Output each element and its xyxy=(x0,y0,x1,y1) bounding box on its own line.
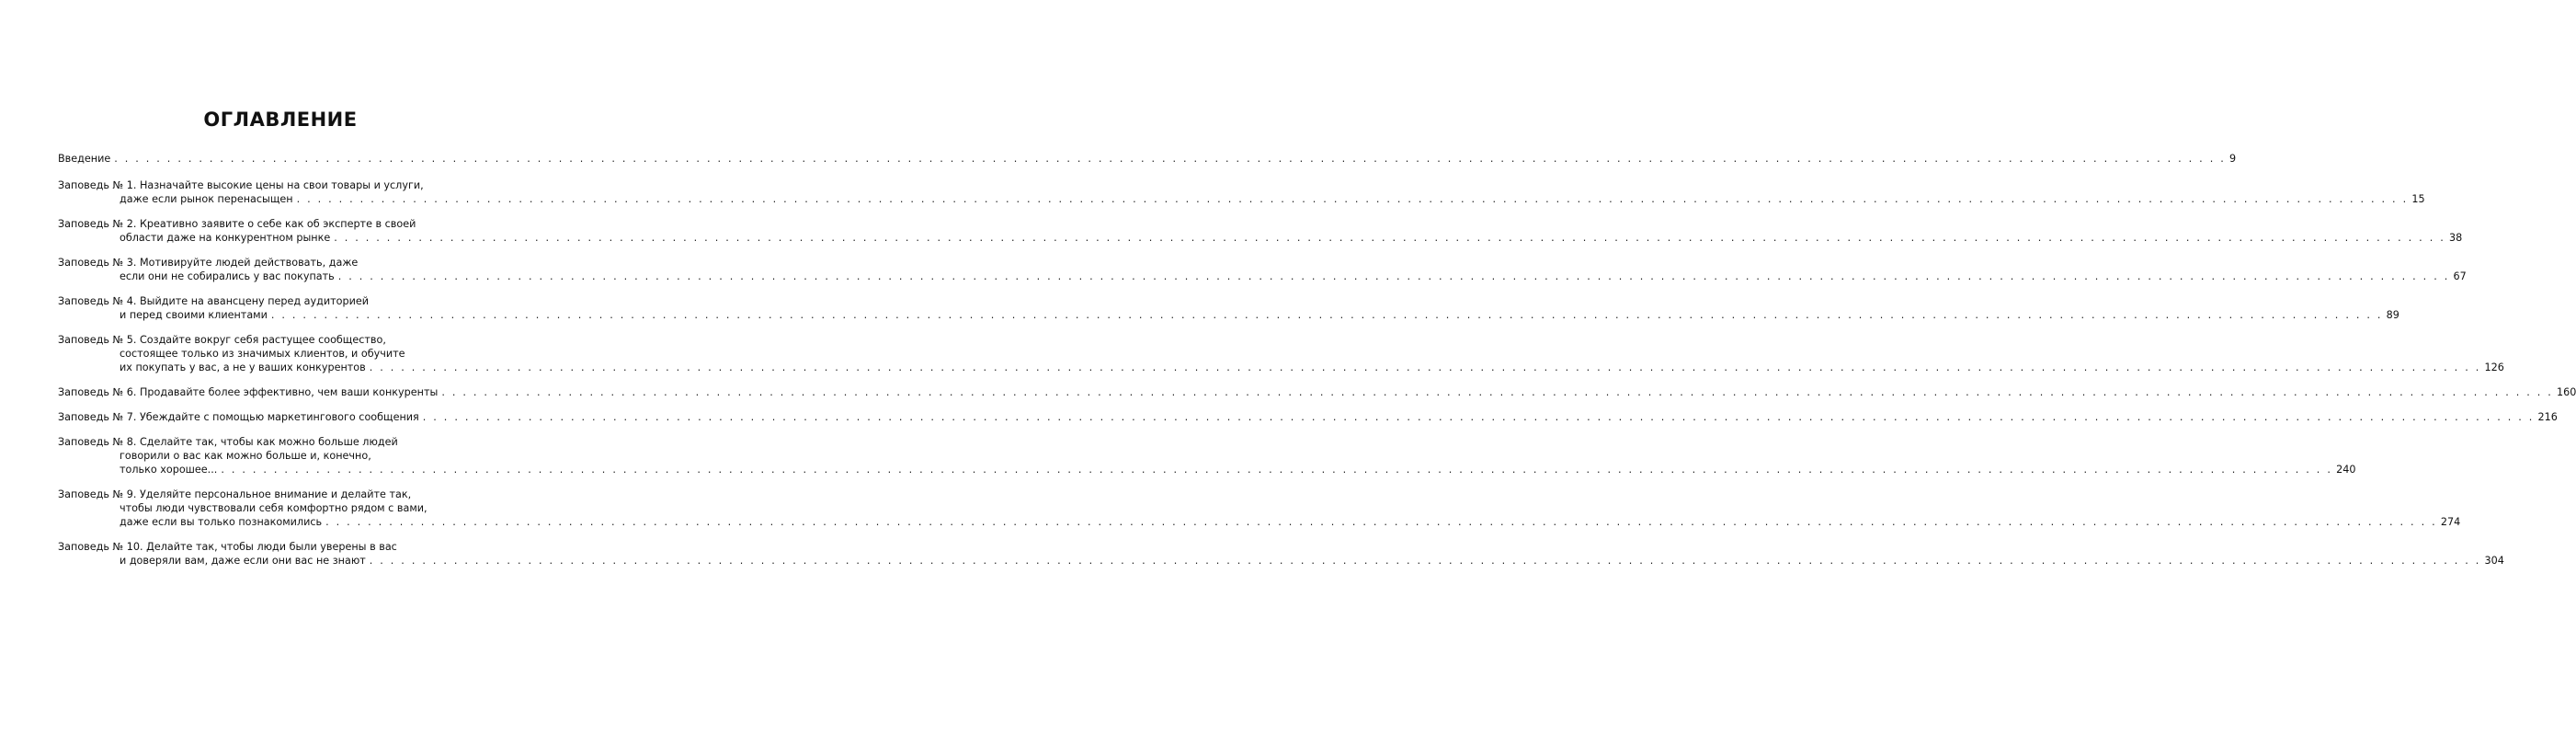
toc-entry-3 xyxy=(58,256,2467,283)
toc-entry-1 xyxy=(58,178,2425,206)
toc-page-number: 9 xyxy=(2228,153,2237,165)
toc-entry-intro xyxy=(58,152,2237,166)
toc-page-number: 304 xyxy=(2484,555,2504,567)
toc-entry-4 xyxy=(58,294,2399,322)
toc-entry-last-line xyxy=(58,515,2461,529)
toc-entry-last-line xyxy=(58,361,2504,374)
toc-entry-label: Введение xyxy=(58,153,111,165)
toc-page-number: 216 xyxy=(2537,411,2558,423)
toc-page-number: 38 xyxy=(2448,232,2463,244)
toc-entry-last-line xyxy=(58,554,2504,568)
toc-page-number: 89 xyxy=(2386,309,2399,321)
toc-entry-text: Заповедь № 2. Креативно заявите о себе как об эксперте в своей xyxy=(58,218,416,230)
toc-page-number: 160 xyxy=(2557,386,2576,398)
toc-page-number: 274 xyxy=(2440,516,2461,528)
toc-entry-last-line xyxy=(58,410,2558,424)
table-of-contents xyxy=(58,152,2576,579)
dot-leader: . . . . . . . . . . . . . . . . . . . . . . . . . . . . . . . . . . . . . . . . . . . . . . . . . . . . . . . . . . . . . . . . . . . . . . . . . . . . . . . . . . . . . . . . . . . . . . . . . . . . . . . . . . . . . . . . . . . . . . . . . . . . . . . . . . . . . . . . . . . . . . . . . . . . . . . . . . . . . . . . . . . . . . . . . . . . . . . . . . . . . . . . . . . . . . . . . . . . . . . . xyxy=(114,153,2226,165)
toc-page-number: 67 xyxy=(2453,270,2467,282)
toc-entry-10 xyxy=(58,540,2504,568)
toc-entry-text: Заповедь № 1. Назначайте высокие цены на свои товары и услуги, xyxy=(58,179,424,191)
toc-entry-text: Заповедь № 8. Сделайте так, чтобы как можно больше людей xyxy=(58,436,398,448)
dot-leader: . . . . . . . . . . . . . . . . . . . . . . . . . . . . . . . . . . . . . . . . . . . . . . . . . . . . . . . . . . . . . . . . . . . . . . . . . . . . . . . . . . . . . . . . . . . . . . . . . . . . . . . . . . . . . . . . . . . . . . . . . . . . . . . . . . . . . . . . . . . . . . . . . . . . . . . . . . . . . . . . . . . . . . . . . . . . . . . . . . . . . . . . . . . . . . . . . . . . . . . . xyxy=(221,464,2333,476)
toc-entry-text: говорили о вас как можно больше и, конечно, xyxy=(120,450,371,462)
toc-entry-last-line xyxy=(58,308,2399,322)
dot-leader: . . . . . . . . . . . . . . . . . . . . . . . . . . . . . . . . . . . . . . . . . . . . . . . . . . . . . . . . . . . . . . . . . . . . . . . . . . . . . . . . . . . . . . . . . . . . . . . . . . . . . . . . . . . . . . . . . . . . . . . . . . . . . . . . . . . . . . . . . . . . . . . . . . . . . . . . . . . . . . . . . . . . . . . . . . . . . . . . . . . . . . . . . . . . . . . . . . . . . . . . xyxy=(369,555,2481,567)
toc-entry-last-line xyxy=(58,231,2463,245)
toc-entry-text: состоящее только из значимых клиентов, и обучите xyxy=(120,348,405,360)
toc-entry-text: их покупать у вас, а не у ваших конкурентов xyxy=(120,362,366,373)
toc-entry-2 xyxy=(58,217,2463,245)
toc-entry-text: Заповедь № 3. Мотивируйте людей действовать, даже xyxy=(58,257,359,269)
page-title: ОГЛАВЛЕНИЕ xyxy=(203,109,358,131)
toc-entry-text: области даже на конкурентном рынке xyxy=(120,232,331,244)
dot-leader: . . . . . . . . . . . . . . . . . . . . . . . . . . . . . . . . . . . . . . . . . . . . . . . . . . . . . . . . . . . . . . . . . . . . . . . . . . . . . . . . . . . . . . . . . . . . . . . . . . . . . . . . . . . . . . . . . . . . . . . . . . . . . . . . . . . . . . . . . . . . . . . . . . . . . . . . . . . . . . . . . . . . . . . . . . . . . . . . . . . . . . . . . . . . . . . . . . . . . . . . xyxy=(334,232,2445,244)
toc-entry-5 xyxy=(58,333,2504,374)
toc-entry-last-line xyxy=(58,270,2467,283)
dot-leader: . . . . . . . . . . . . . . . . . . . . . . . . . . . . . . . . . . . . . . . . . . . . . . . . . . . . . . . . . . . . . . . . . . . . . . . . . . . . . . . . . . . . . . . . . . . . . . . . . . . . . . . . . . . . . . . . . . . . . . . . . . . . . . . . . . . . . . . . . . . . . . . . . . . . . . . . . . . . . . . . . . . . . . . . . . . . . . . . . . . . . . . . . . . . . . . . . . . . . . . . xyxy=(369,362,2481,373)
toc-entry-8 xyxy=(58,435,2356,476)
toc-entry-text: Заповедь № 6. Продавайте более эффективно, чем ваши конкуренты xyxy=(58,386,439,398)
toc-entry-text: даже если вы только познакомились xyxy=(120,516,323,528)
dot-leader: . . . . . . . . . . . . . . . . . . . . . . . . . . . . . . . . . . . . . . . . . . . . . . . . . . . . . . . . . . . . . . . . . . . . . . . . . . . . . . . . . . . . . . . . . . . . . . . . . . . . . . . . . . . . . . . . . . . . . . . . . . . . . . . . . . . . . . . . . . . . . . . . . . . . . . . . . . . . . . . . . . . . . . . . . . . . . . . . . . . . . . . . . . . . . . . . . . . . . . . . xyxy=(422,411,2535,423)
dot-leader: . . . . . . . . . . . . . . . . . . . . . . . . . . . . . . . . . . . . . . . . . . . . . . . . . . . . . . . . . . . . . . . . . . . . . . . . . . . . . . . . . . . . . . . . . . . . . . . . . . . . . . . . . . . . . . . . . . . . . . . . . . . . . . . . . . . . . . . . . . . . . . . . . . . . . . . . . . . . . . . . . . . . . . . . . . . . . . . . . . . . . . . . . . . . . . . . . . . . . . . . xyxy=(270,309,2383,321)
toc-entry-text: чтобы люди чувствовали себя комфортно рядом с вами, xyxy=(120,502,427,514)
toc-entry-7 xyxy=(58,410,2558,424)
dot-leader: . . . . . . . . . . . . . . . . . . . . . . . . . . . . . . . . . . . . . . . . . . . . . . . . . . . . . . . . . . . . . . . . . . . . . . . . . . . . . . . . . . . . . . . . . . . . . . . . . . . . . . . . . . . . . . . . . . . . . . . . . . . . . . . . . . . . . . . . . . . . . . . . . . . . . . . . . . . . . . . . . . . . . . . . . . . . . . . . . . . . . . . . . . . . . . . . . . . . . . . . xyxy=(296,193,2409,205)
toc-entry-last-line xyxy=(58,192,2425,206)
toc-entry-last-line xyxy=(58,463,2356,476)
toc-entry-text: и доверяли вам, даже если они вас не знают xyxy=(120,555,366,567)
toc-entry-text: даже если рынок перенасыщен xyxy=(120,193,293,205)
toc-entry-last-line xyxy=(58,385,2576,399)
dot-leader: . . . . . . . . . . . . . . . . . . . . . . . . . . . . . . . . . . . . . . . . . . . . . . . . . . . . . . . . . . . . . . . . . . . . . . . . . . . . . . . . . . . . . . . . . . . . . . . . . . . . . . . . . . . . . . . . . . . . . . . . . . . . . . . . . . . . . . . . . . . . . . . . . . . . . . . . . . . . . . . . . . . . . . . . . . . . . . . . . . . . . . . . . . . . . . . . . . . . . . . . xyxy=(337,270,2450,282)
toc-entry-9 xyxy=(58,488,2461,529)
toc-page-number: 15 xyxy=(2411,193,2425,205)
toc-entry-text: Заповедь № 7. Убеждайте с помощью маркетингового сообщения xyxy=(58,411,419,423)
toc-page-number: 240 xyxy=(2336,464,2356,476)
toc-entry-text: Заповедь № 5. Создайте вокруг себя растущее сообщество, xyxy=(58,334,386,346)
toc-page-number: 126 xyxy=(2484,362,2504,373)
toc-entry-6 xyxy=(58,385,2576,399)
dot-leader: . . . . . . . . . . . . . . . . . . . . . . . . . . . . . . . . . . . . . . . . . . . . . . . . . . . . . . . . . . . . . . . . . . . . . . . . . . . . . . . . . . . . . . . . . . . . . . . . . . . . . . . . . . . . . . . . . . . . . . . . . . . . . . . . . . . . . . . . . . . . . . . . . . . . . . . . . . . . . . . . . . . . . . . . . . . . . . . . . . . . . . . . . . . . . . . . . . . . . . . . xyxy=(441,386,2554,398)
toc-entry-text: и перед своими клиентами xyxy=(120,309,268,321)
toc-entry-text: только хорошее... xyxy=(120,464,218,476)
dot-leader: . . . . . . . . . . . . . . . . . . . . . . . . . . . . . . . . . . . . . . . . . . . . . . . . . . . . . . . . . . . . . . . . . . . . . . . . . . . . . . . . . . . . . . . . . . . . . . . . . . . . . . . . . . . . . . . . . . . . . . . . . . . . . . . . . . . . . . . . . . . . . . . . . . . . . . . . . . . . . . . . . . . . . . . . . . . . . . . . . . . . . . . . . . . . . . . . . . . . . . . . xyxy=(325,516,2437,528)
toc-entry-text: если они не собирались у вас покупать xyxy=(120,270,335,282)
toc-entry-text: Заповедь № 9. Уделяйте персональное внимание и делайте так, xyxy=(58,488,412,500)
toc-entry-text: Заповедь № 10. Делайте так, чтобы люди были уверены в вас xyxy=(58,541,397,553)
toc-entry-text: Заповедь № 4. Выйдите на авансцену перед аудиторией xyxy=(58,295,370,307)
